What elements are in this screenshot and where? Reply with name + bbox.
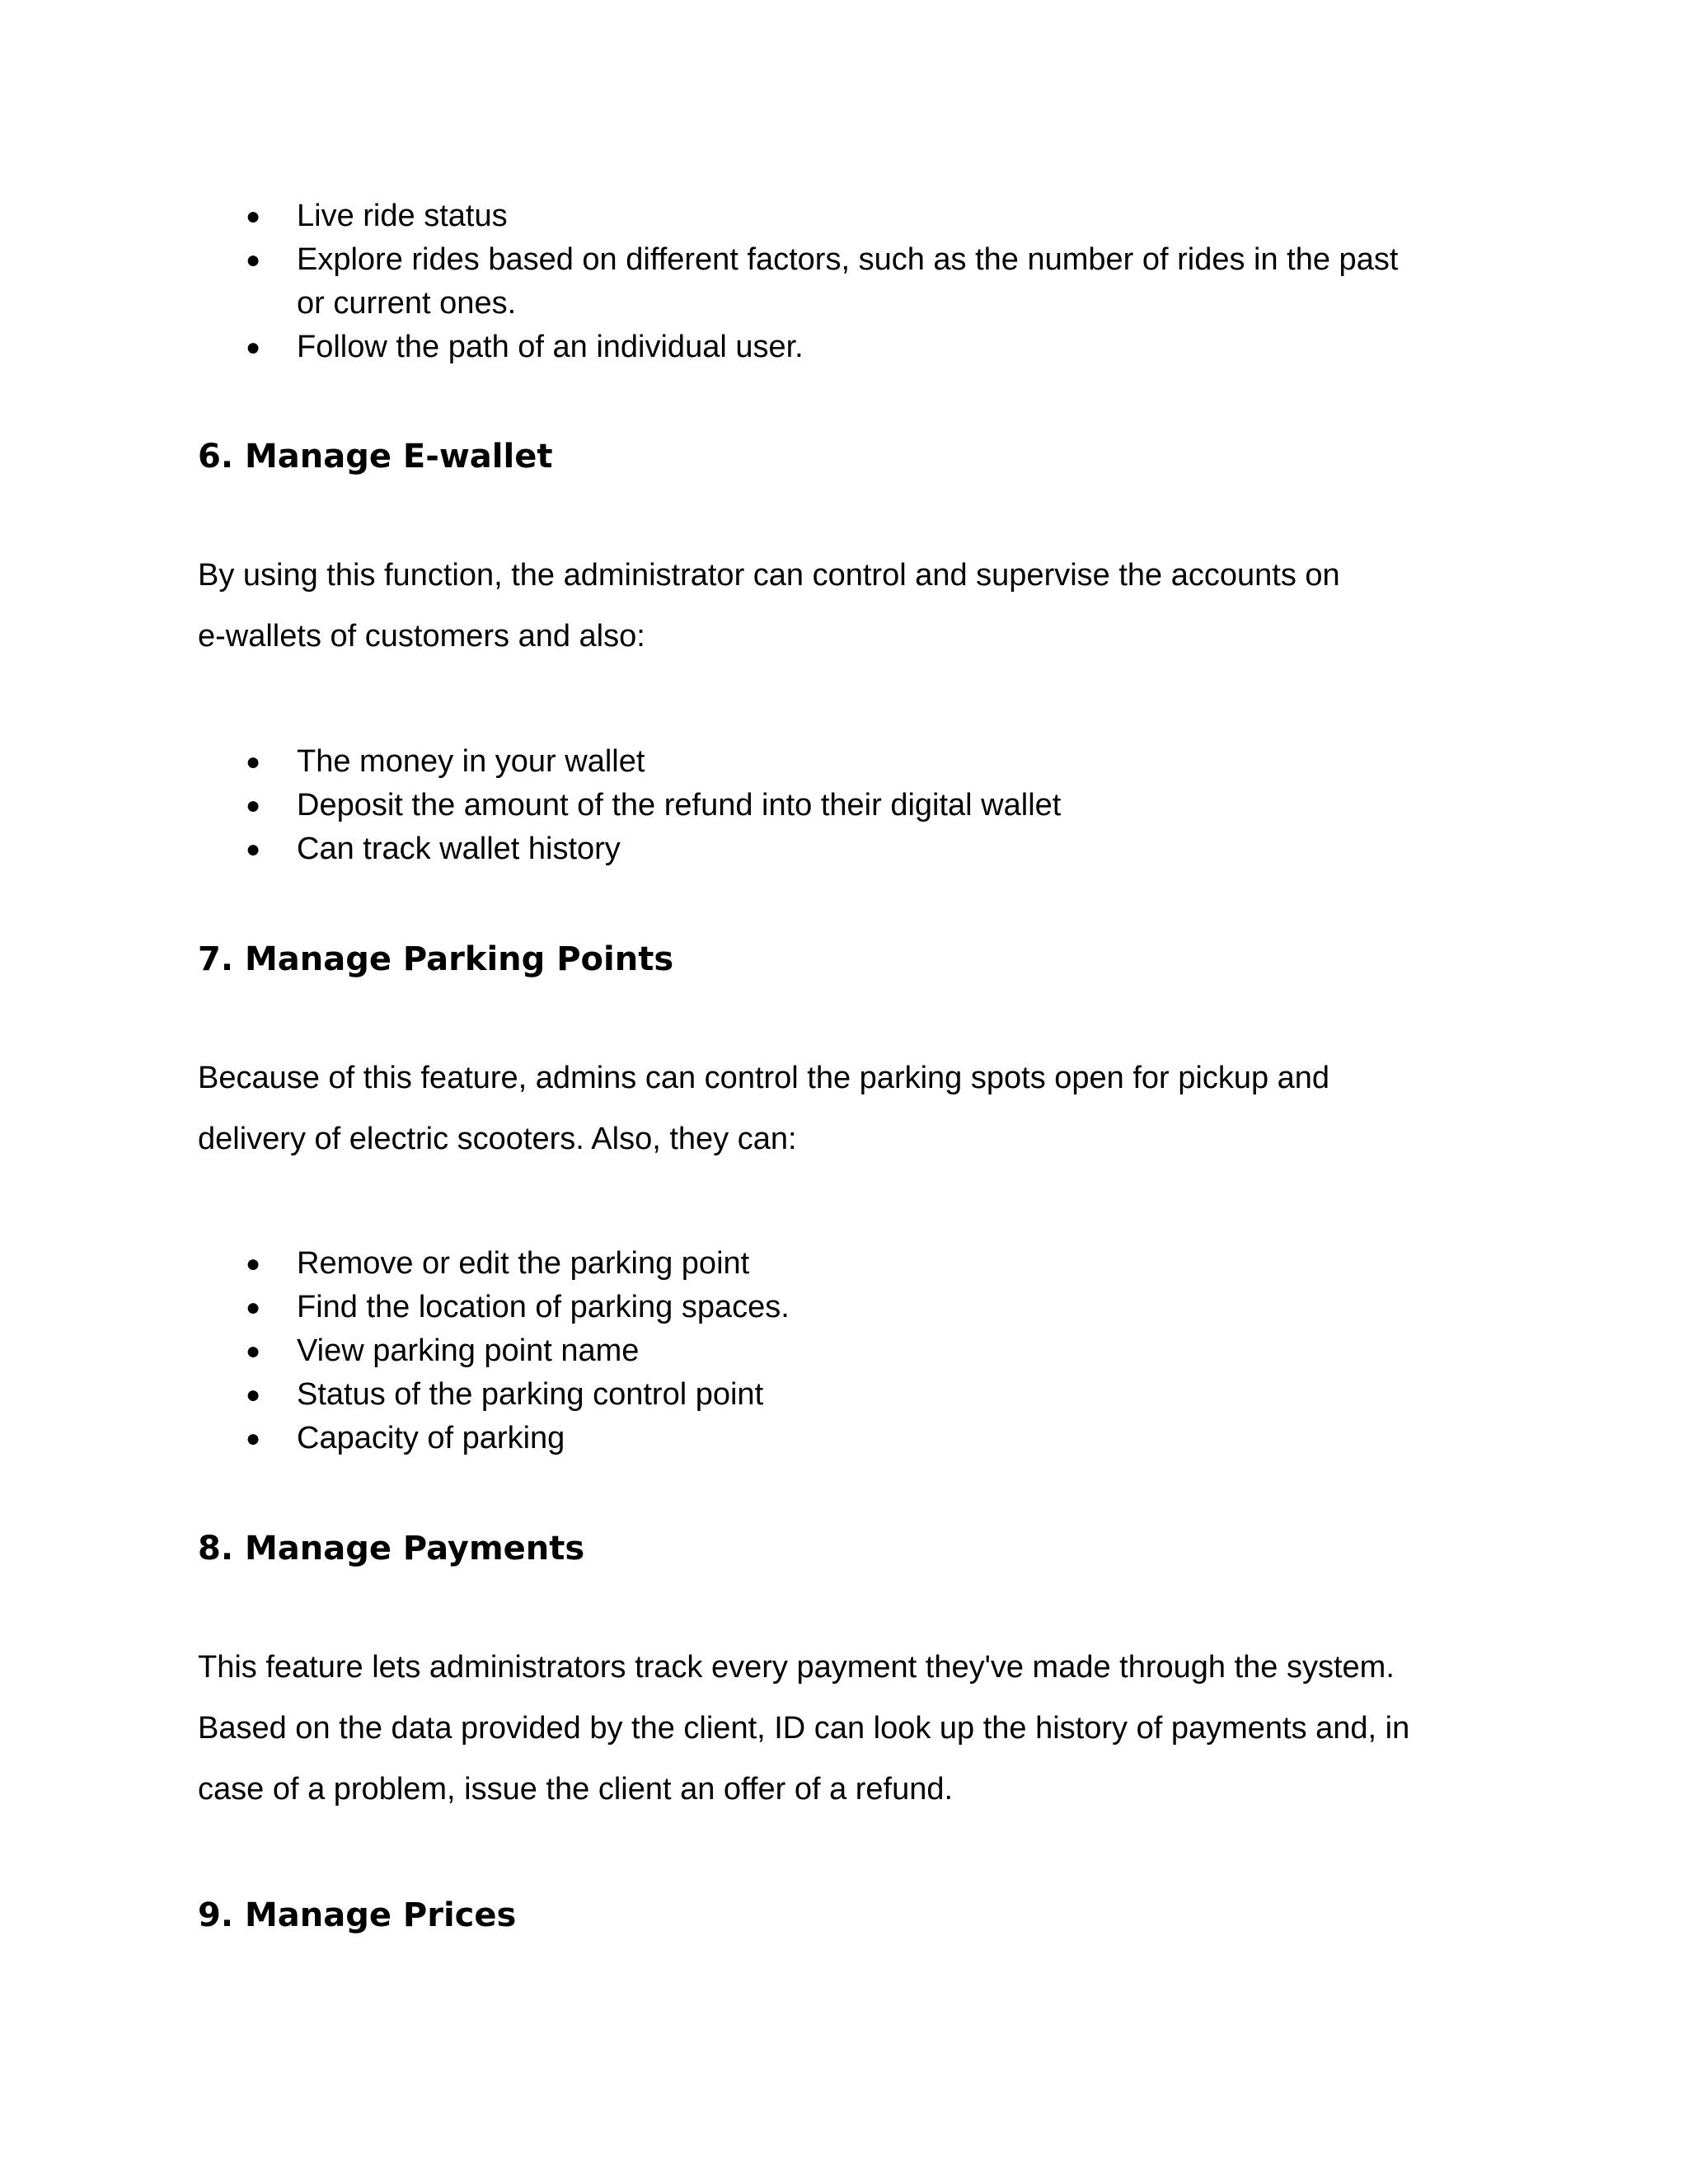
section-heading-parking-points: 7. Manage Parking Points xyxy=(198,940,674,978)
list-item xyxy=(198,238,1398,326)
list-item-text: View parking point name xyxy=(297,1333,640,1368)
list-item-text: Remove or edit the parking point xyxy=(297,1246,750,1281)
paragraph-line: By using this function, the administrator can control and supervise the accounts on xyxy=(198,558,1340,593)
list-item xyxy=(198,1286,790,1329)
bullet-icon: ● xyxy=(246,1250,261,1277)
section-paragraph-e-wallet xyxy=(198,545,1484,667)
bullet-icon: ● xyxy=(246,748,261,776)
list-item-text: Follow the path of an individual user. xyxy=(297,330,804,364)
list-item-text: Live ride status xyxy=(297,199,508,233)
bullet-icon: ● xyxy=(246,334,261,361)
list-item xyxy=(198,784,1061,827)
list-item xyxy=(198,1242,790,1286)
paragraph-line: This feature lets administrators track every payment they've made through the system. xyxy=(198,1650,1395,1685)
list-item xyxy=(198,1329,790,1373)
list-item-text-continued: or current ones. xyxy=(297,286,517,321)
paragraph-line: Because of this feature, admins can control the parking spots open for pickup and xyxy=(198,1061,1330,1095)
list-item-text: Can track wallet history xyxy=(297,832,621,866)
list-item-text: Deposit the amount of the refund into their digital wallet xyxy=(297,788,1062,823)
bullet-icon: ● xyxy=(246,246,261,274)
ride-status-bullet-list xyxy=(198,194,1398,369)
paragraph-line: case of a problem, issue the client an offer of a refund. xyxy=(198,1772,954,1807)
list-item xyxy=(198,194,1398,238)
bullet-icon: ● xyxy=(246,792,261,819)
list-item-text: Status of the parking control point xyxy=(297,1377,764,1412)
list-item xyxy=(198,1417,790,1460)
list-item-text: The money in your wallet xyxy=(297,744,645,779)
paragraph-line: e-wallets of customers and also: xyxy=(198,619,645,654)
bullet-icon: ● xyxy=(246,1294,261,1321)
list-item-text: Find the location of parking spaces. xyxy=(297,1290,790,1324)
list-item xyxy=(198,827,1061,871)
bullet-icon: ● xyxy=(246,1425,261,1452)
section-heading-payments: 8. Manage Payments xyxy=(198,1530,585,1568)
bullet-icon: ● xyxy=(246,836,261,863)
list-item xyxy=(198,1373,790,1417)
bullet-icon: ● xyxy=(246,1381,261,1408)
paragraph-line: Based on the data provided by the client, ID can look up the history of payments and, in xyxy=(198,1711,1410,1746)
section-paragraph-payments xyxy=(198,1637,1484,1820)
e-wallet-bullet-list xyxy=(198,740,1061,871)
list-item-text: Explore rides based on different factors, such as the number of rides in the past xyxy=(297,242,1399,277)
section-heading-e-wallet: 6. Manage E-wallet xyxy=(198,438,553,476)
parking-points-bullet-list xyxy=(198,1242,790,1460)
list-item xyxy=(198,326,1398,369)
bullet-icon: ● xyxy=(246,203,261,230)
list-item xyxy=(198,740,1061,784)
list-item-text: Capacity of parking xyxy=(297,1421,565,1455)
bullet-icon: ● xyxy=(246,1338,261,1365)
section-paragraph-parking-points xyxy=(198,1047,1484,1169)
paragraph-line: delivery of electric scooters. Also, they can: xyxy=(198,1122,797,1156)
section-heading-prices: 9. Manage Prices xyxy=(198,1896,517,1934)
